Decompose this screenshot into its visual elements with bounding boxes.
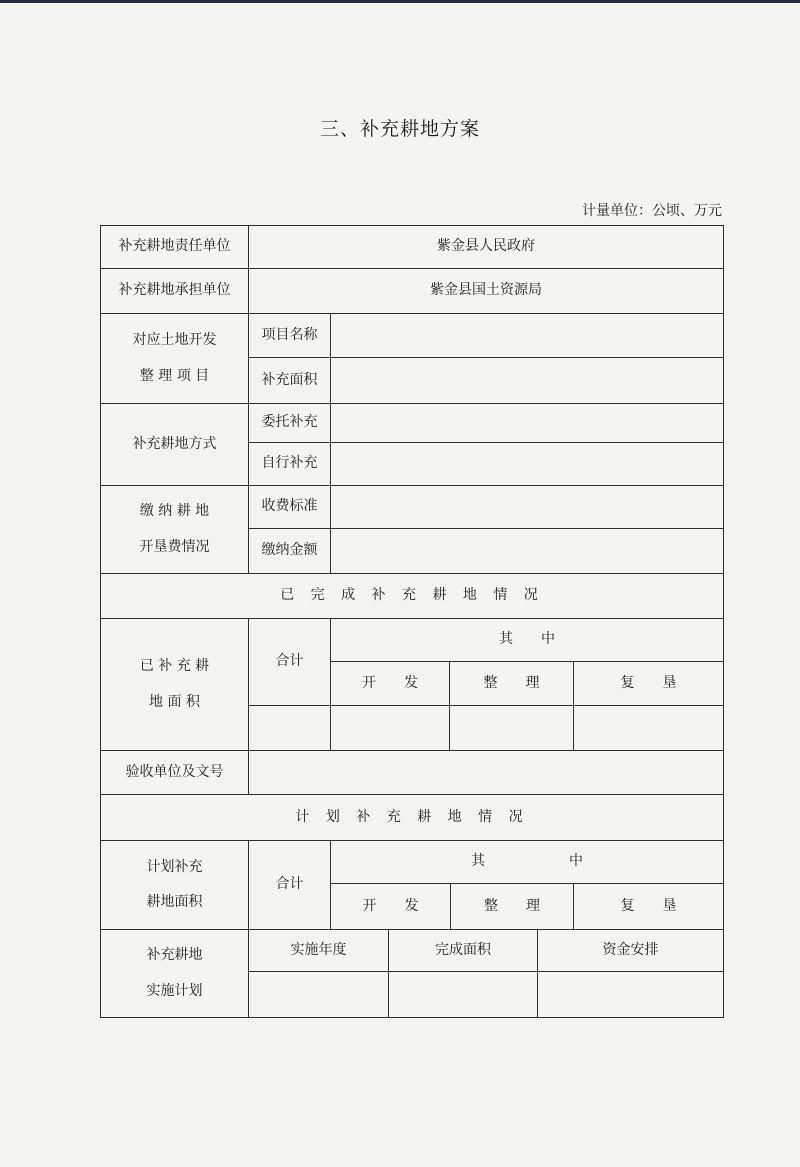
planned-area-label bbox=[100, 840, 249, 930]
planned-area-label-line1: 计划补充 bbox=[146, 858, 203, 875]
fee-standard-value[interactable] bbox=[330, 485, 724, 529]
implementation-year-value[interactable] bbox=[248, 971, 389, 1018]
entrusted-supplement-value[interactable] bbox=[330, 403, 724, 443]
acceptance-label: 验收单位及文号 bbox=[100, 750, 249, 795]
land-dev-project-label-line2: 整 理 项 目 bbox=[139, 367, 210, 384]
completed-development-label: 开 发 bbox=[330, 661, 450, 706]
implementation-plan-label bbox=[100, 929, 249, 1018]
completed-consolidation-value[interactable] bbox=[449, 705, 574, 751]
land-dev-project-label bbox=[100, 313, 249, 404]
completed-area-label bbox=[100, 618, 249, 751]
completed-area-plan-value[interactable] bbox=[388, 971, 538, 1018]
funding-label: 资金安排 bbox=[537, 929, 724, 972]
paid-amount-value[interactable] bbox=[330, 528, 724, 574]
supplement-area-value[interactable] bbox=[330, 357, 724, 404]
completed-development-value[interactable] bbox=[330, 705, 450, 751]
project-name-label: 项目名称 bbox=[248, 313, 331, 358]
undertaking-unit-label: 补充耕地承担单位 bbox=[100, 268, 249, 314]
responsible-unit-label: 补充耕地责任单位 bbox=[100, 225, 249, 269]
completed-of-which-label: 其 中 bbox=[330, 618, 724, 662]
completed-section-heading: 已 完 成 补 充 耕 地 情 况 bbox=[100, 573, 724, 619]
completed-total-value[interactable] bbox=[248, 705, 331, 751]
planned-consolidation-label: 整 理 bbox=[450, 883, 574, 930]
supplement-method-label: 补充耕地方式 bbox=[100, 403, 249, 486]
completed-area-label-line2: 地 面 积 bbox=[149, 693, 200, 710]
paid-amount-label: 缴纳金额 bbox=[248, 528, 331, 574]
implementation-year-label: 实施年度 bbox=[248, 929, 389, 972]
page-title: 三、补充耕地方案 bbox=[319, 118, 480, 140]
implementation-plan-label-line2: 实施计划 bbox=[146, 982, 203, 999]
unit-note: 计量单位：公顷、万元 bbox=[582, 203, 722, 219]
reclamation-fee-label-line2: 开垦费情况 bbox=[139, 538, 210, 555]
completed-total-label: 合计 bbox=[248, 618, 331, 706]
planned-reclamation-label: 复 垦 bbox=[573, 883, 724, 930]
planned-area-label-line2: 耕地面积 bbox=[146, 894, 203, 910]
fee-standard-label: 收费标准 bbox=[248, 485, 331, 529]
acceptance-value[interactable] bbox=[248, 750, 724, 795]
completed-area-label-line1: 已 补 充 耕 bbox=[139, 658, 210, 674]
project-name-value[interactable] bbox=[330, 313, 724, 358]
planned-section-heading: 计 划 补 充 耕 地 情 况 bbox=[100, 794, 724, 841]
planned-total-label: 合计 bbox=[248, 840, 331, 930]
completed-consolidation-label: 整 理 bbox=[449, 661, 574, 706]
land-dev-project-label-line1: 对应土地开发 bbox=[132, 332, 217, 348]
reclamation-fee-label bbox=[100, 485, 249, 574]
undertaking-unit-value: 紫金县国土资源局 bbox=[248, 268, 724, 314]
supplement-area-label: 补充面积 bbox=[248, 357, 331, 404]
self-supplement-value[interactable] bbox=[330, 442, 724, 486]
completed-area-plan-label: 完成面积 bbox=[388, 929, 538, 972]
reclamation-fee-label-line1: 缴 纳 耕 地 bbox=[139, 503, 210, 519]
planned-of-which-label: 其 中 bbox=[330, 840, 724, 884]
funding-value[interactable] bbox=[537, 971, 724, 1018]
self-supplement-label: 自行补充 bbox=[248, 442, 331, 486]
implementation-plan-label-line1: 补充耕地 bbox=[146, 947, 203, 963]
entrusted-supplement-label: 委托补充 bbox=[248, 403, 331, 443]
completed-reclamation-label: 复 垦 bbox=[573, 661, 724, 706]
responsible-unit-value: 紫金县人民政府 bbox=[248, 225, 724, 269]
planned-development-label: 开 发 bbox=[330, 883, 451, 930]
completed-reclamation-value[interactable] bbox=[573, 705, 724, 751]
